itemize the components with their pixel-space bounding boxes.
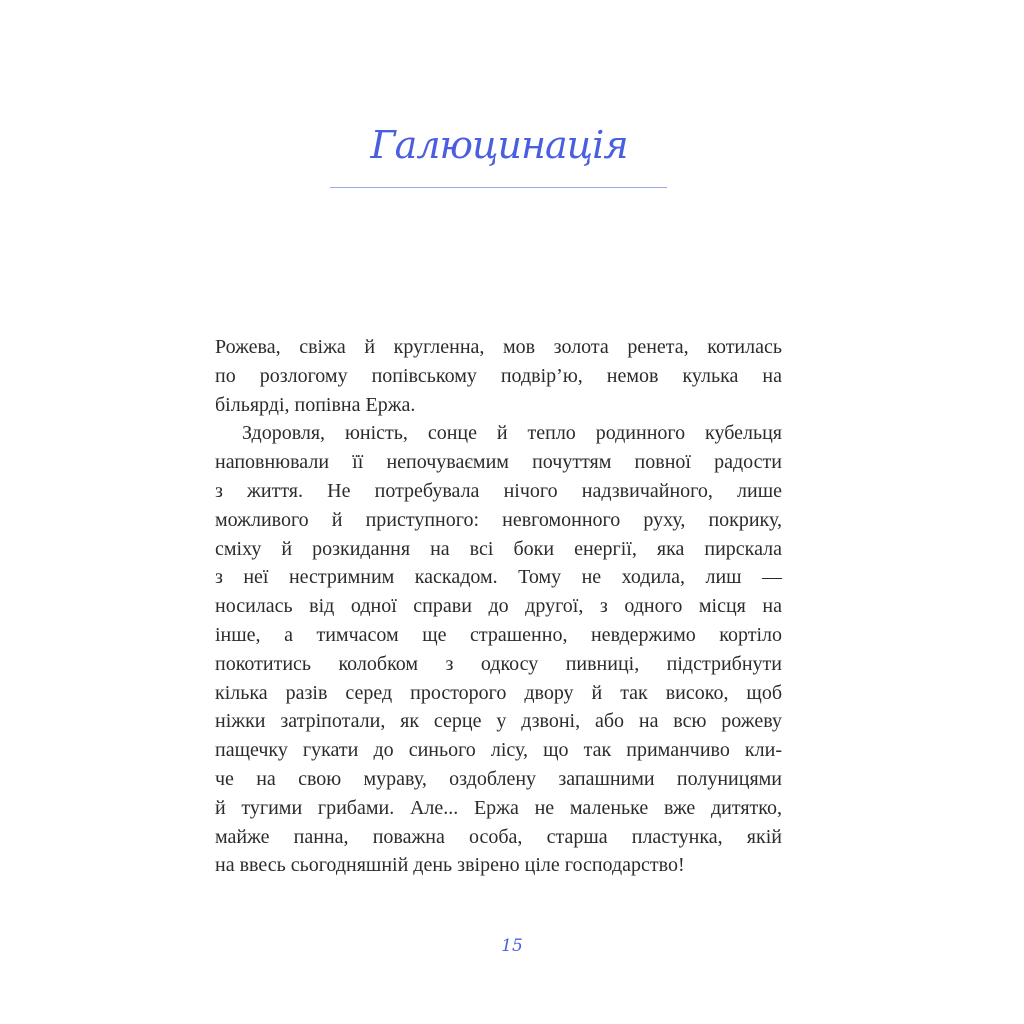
text-line: й тугими грибами. Але... Ержа не маленьке вже дитятко, <box>215 796 782 819</box>
text-line: майже панна, поважна особа, старша пластунка, якій <box>215 825 782 848</box>
text-line: по розлогому попівському подвір’ю, немов кулька на <box>215 364 782 387</box>
chapter-title: Галюцинація <box>370 123 628 167</box>
text-line: сміху й розкидання на всі боки енергії, яка пирскала <box>215 537 782 560</box>
text-line: з життя. Не потребувала нічого надзвичайного, лише <box>215 479 782 502</box>
body-text <box>215 333 782 880</box>
text-line: більярді, попівна Ержа. <box>215 393 416 416</box>
text-line: носилась від одної справи до другої, з одного місця на <box>215 595 782 618</box>
text-line: кілька разів серед просторого двору й так високо, щоб <box>215 681 782 704</box>
text-line: пащечку гукати до синього лісу, що так приманчиво кли- <box>215 739 782 762</box>
text-line: Рожева, свіжа й кругленна, мов золота ренета, котилась <box>215 336 782 358</box>
page-number: 15 <box>501 936 523 956</box>
text-line: че на свою мураву, оздоблену запашними полуницями <box>215 767 782 790</box>
text-line: ніжки затріпотали, як серце у дзвоні, або на всю рожеву <box>215 710 782 733</box>
text-line: з неї нестримним каскадом. Тому не ходила, лиш — <box>215 566 782 589</box>
text-line: покотитись колобком з одкосу пивниці, підстрибнути <box>215 652 782 675</box>
text-line: можливого й приступного: невгомонного руху, покрику, <box>215 508 782 531</box>
text-line: Здоровля, юність, сонце й тепло родинного кубельця <box>242 422 782 445</box>
text-line: наповнювали її непочуваємим почуттям повної радости <box>215 451 782 474</box>
text-line: інше, а тимчасом ще страшенно, невдержимо кортіло <box>215 623 782 646</box>
text-line: на ввесь сьогодняшній день звірено ціле господарство! <box>215 854 685 877</box>
title-underline-rule <box>330 187 667 188</box>
